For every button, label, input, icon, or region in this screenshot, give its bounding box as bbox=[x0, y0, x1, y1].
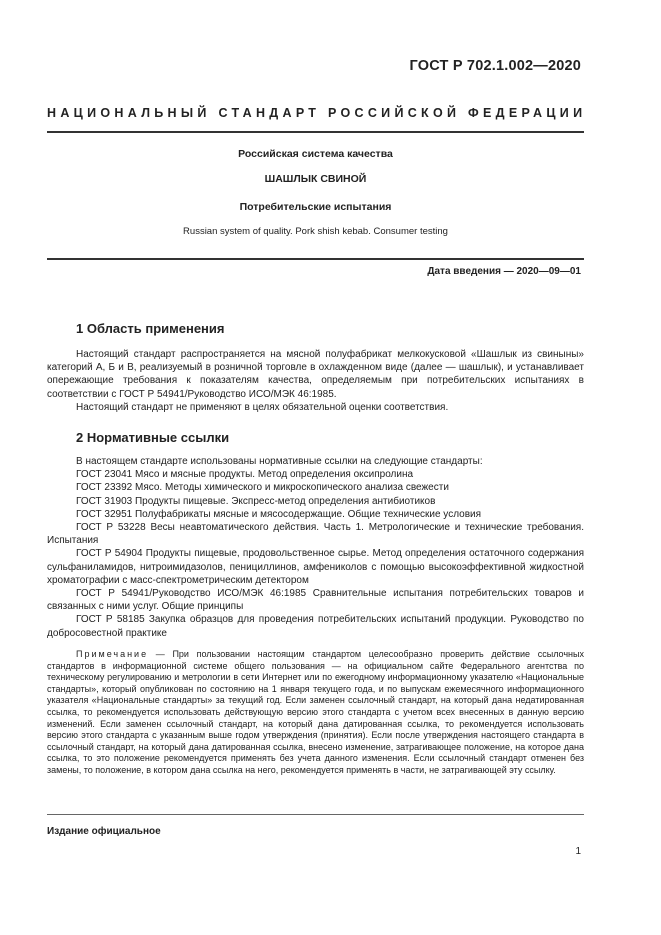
scope-paragraph: Настоящий стандарт распространяется на мясной полуфабрикат мелкокусковой «Шашлык из свиныны» категорий А, Б и В, реализуемый в розничной торговле в охлажденном виде (далее — шашлык), и устанавливает опережающие требования к показателям качества, определяемым при потребительских испытаниях в соответствии с ГОСТ Р 54941/Руководство ИСО/МЭК 46:1985. bbox=[47, 349, 584, 400]
intro-date: Дата введения — 2020—09—01 bbox=[427, 266, 581, 277]
note-text: — При пользовании настоящим стандартом целесообразно проверить действие ссылочных стандартов в информационной системе общего пользования — на официальном сайте Федерального агентства по техническому регулированию и метрологии в сети Интернет или по ежегодному информационному указателю «Национальные стандарты», который опубликован по состоянию на 1 января текущего года, и по выпускам ежемесячного информационного указателя «Национальные стандарты» за текущий год. Если заменен ссылочный стандарт, на который дана недатированная ссылка, то рекомендуется использовать действующую версию этого стандарта с учетом всех внесенных в данную версию изменений. Если заменен ссылочный стандарт, на который дана датированная ссылка, то рекомендуется использовать версию этого стандарта с указанным выше годом утверждения (принятия). Если после утверждения настоящего стандарта в ссылочный стандарт, на который дана датированная ссылка, внесено изменение, затрагивающее положение, на которое дана ссылка, то это положение рекомендуется применять без учета данного изменения. Если ссылочный стандарт отменен без замены, то положение, в котором дана ссылка на него, рекомендуется применять в части, не затрагивающей эту ссылку. bbox=[47, 649, 584, 775]
scope-section bbox=[47, 348, 584, 414]
reference-item: ГОСТ Р 53228 Весы неавтоматического действия. Часть 1. Метрологические и технические требования. Испытания bbox=[47, 522, 584, 547]
scope-paragraph: Настоящий стандарт не применяют в целях обязательной оценки соответствия. bbox=[76, 401, 449, 413]
note-label: Примечание bbox=[76, 649, 149, 659]
footer-divider bbox=[47, 814, 584, 815]
reference-item: ГОСТ Р 54941/Руководство ИСО/МЭК 46:1985 Сравнительные испытания потребительских товаров и связанных с ними услуг. Общие принципы bbox=[47, 588, 584, 613]
system-title: Российская система качества bbox=[238, 148, 393, 160]
reference-item: ГОСТ Р 54904 Продукты пищевые, продовольственное сырье. Метод определения остаточного содержания сульфаниламидов, нитроимидазолов, пенициллинов, амфениколов с помощью высокоэффективной жидкостной хроматографии с масс-спектрометрическим детектором bbox=[47, 548, 584, 586]
reference-item: ГОСТ 32951 Полуфабрикаты мясные и мясосодержащие. Общие технические условия bbox=[76, 508, 482, 520]
product-title: ШАШЛЫК СВИНОЙ bbox=[264, 173, 367, 185]
reference-item: ГОСТ 23392 Мясо. Методы химического и микроскопического анализа свежести bbox=[76, 482, 449, 494]
reference-item: ГОСТ 31903 Продукты пищевые. Экспресс-метод определения антибиотиков bbox=[76, 495, 436, 507]
national-standard-banner: НАЦИОНАЛЬНЫЙ СТАНДАРТ РОССИЙСКОЙ ФЕДЕРАЦИИ bbox=[47, 106, 587, 120]
references-section bbox=[47, 455, 584, 640]
page-number: 1 bbox=[575, 846, 581, 857]
reference-item: ГОСТ 23041 Мясо и мясные продукты. Метод определения оксипролина bbox=[76, 469, 414, 481]
references-note bbox=[47, 649, 584, 777]
edition-label: Издание официальное bbox=[47, 826, 161, 837]
section-heading-scope: 1 Область применения bbox=[76, 321, 225, 336]
references-intro: В настоящем стандарте использованы нормативные ссылки на следующие стандарты: bbox=[76, 456, 483, 467]
subtitle: Потребительские испытания bbox=[239, 201, 392, 213]
section-heading-references: 2 Нормативные ссылки bbox=[76, 430, 230, 445]
title-divider bbox=[47, 258, 584, 260]
top-divider bbox=[47, 131, 584, 133]
reference-item: ГОСТ Р 58185 Закупка образцов для проведения потребительских испытаний продукции. Руководство по добросовестной практике bbox=[47, 614, 584, 639]
english-title: Russian system of quality. Pork shish kebab. Consumer testing bbox=[183, 226, 448, 237]
document-id: ГОСТ Р 702.1.002—2020 bbox=[409, 58, 581, 74]
